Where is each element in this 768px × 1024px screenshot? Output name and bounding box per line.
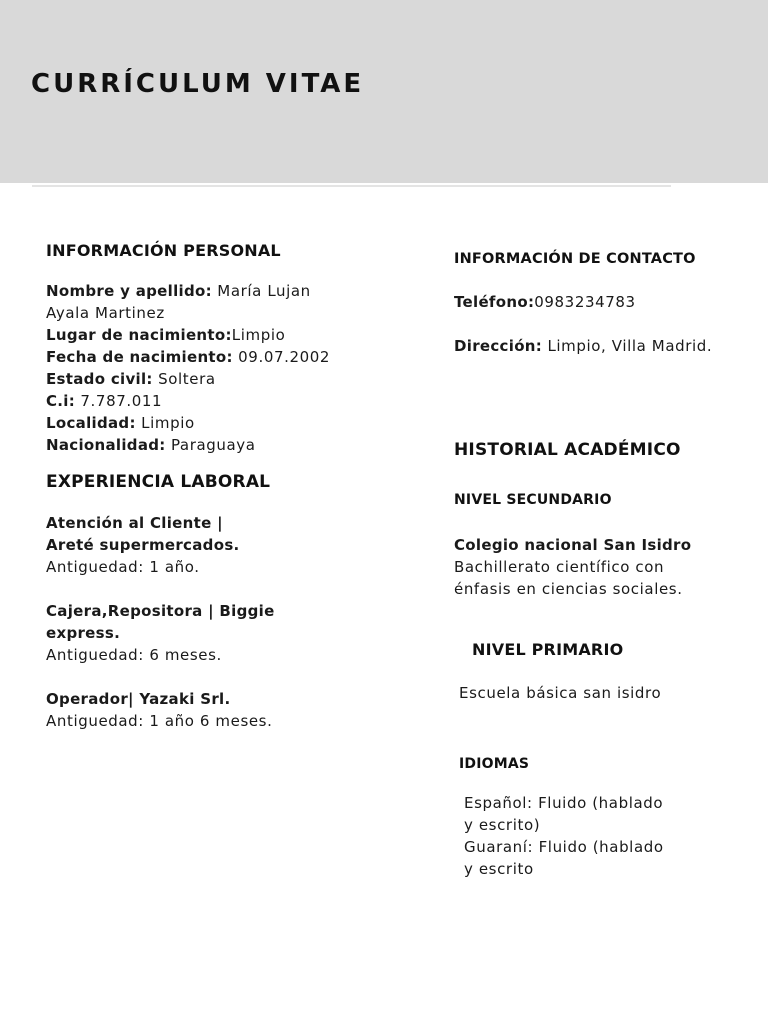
personal-field-id: C.i: 7.787.011 [46,392,163,410]
primary-level-heading: NIVEL PRIMARIO [472,640,624,659]
job-duration: Antiguedad: 6 meses. [46,646,222,664]
secondary-level-heading: NIVEL SECUNDARIO [454,492,612,508]
personal-field-locality: Localidad: Limpio [46,414,195,432]
job-title: Atención al Cliente | Areté supermercados. [46,514,240,554]
personal-field-birthdate: Fecha de nacimiento: 09.07.2002 [46,348,331,366]
contact-address: Dirección: Limpio, Villa Madrid. [454,337,713,355]
personal-info-list [46,280,356,456]
contact-heading: INFORMACIÓN DE CONTACTO [454,251,696,267]
primary-level-details [459,682,719,704]
job-title: Operador| Yazaki Srl. [46,690,231,708]
language-item: Español: Fluido (hablado y escrito) [464,794,664,834]
page-title: CURRÍCULUM VITAE [31,69,365,99]
personal-field-birthplace: Lugar de nacimiento:Limpio [46,326,286,344]
experience-list [46,512,276,732]
contact-list [454,291,754,357]
languages-list [464,792,664,880]
personal-info-heading: INFORMACIÓN PERSONAL [46,241,281,260]
primary-school: Escuela básica san isidro [459,684,662,702]
secondary-level-details [454,534,724,600]
contact-phone: Teléfono:0983234783 [454,293,636,311]
header-divider [32,185,671,187]
experience-heading: EXPERIENCIA LABORAL [46,472,271,492]
personal-field-name: Nombre y apellido: María Lujan Ayala Martinez [46,282,311,322]
job-title: Cajera,Repositora | Biggie express. [46,602,275,642]
personal-field-nationality: Nacionalidad: Paraguaya [46,436,256,454]
personal-field-civil-status: Estado civil: Soltera [46,370,216,388]
languages-heading: IDIOMAS [459,756,530,772]
academic-heading: HISTORIAL ACADÉMICO [454,440,681,460]
job-duration: Antiguedad: 1 año. [46,558,200,576]
secondary-degree: Bachillerato científico con énfasis en ciencias sociales. [454,558,683,598]
secondary-school: Colegio nacional San Isidro [454,536,692,554]
language-item: Guaraní: Fluido (hablado y escrito [464,838,664,878]
job-duration: Antiguedad: 1 año 6 meses. [46,712,273,730]
